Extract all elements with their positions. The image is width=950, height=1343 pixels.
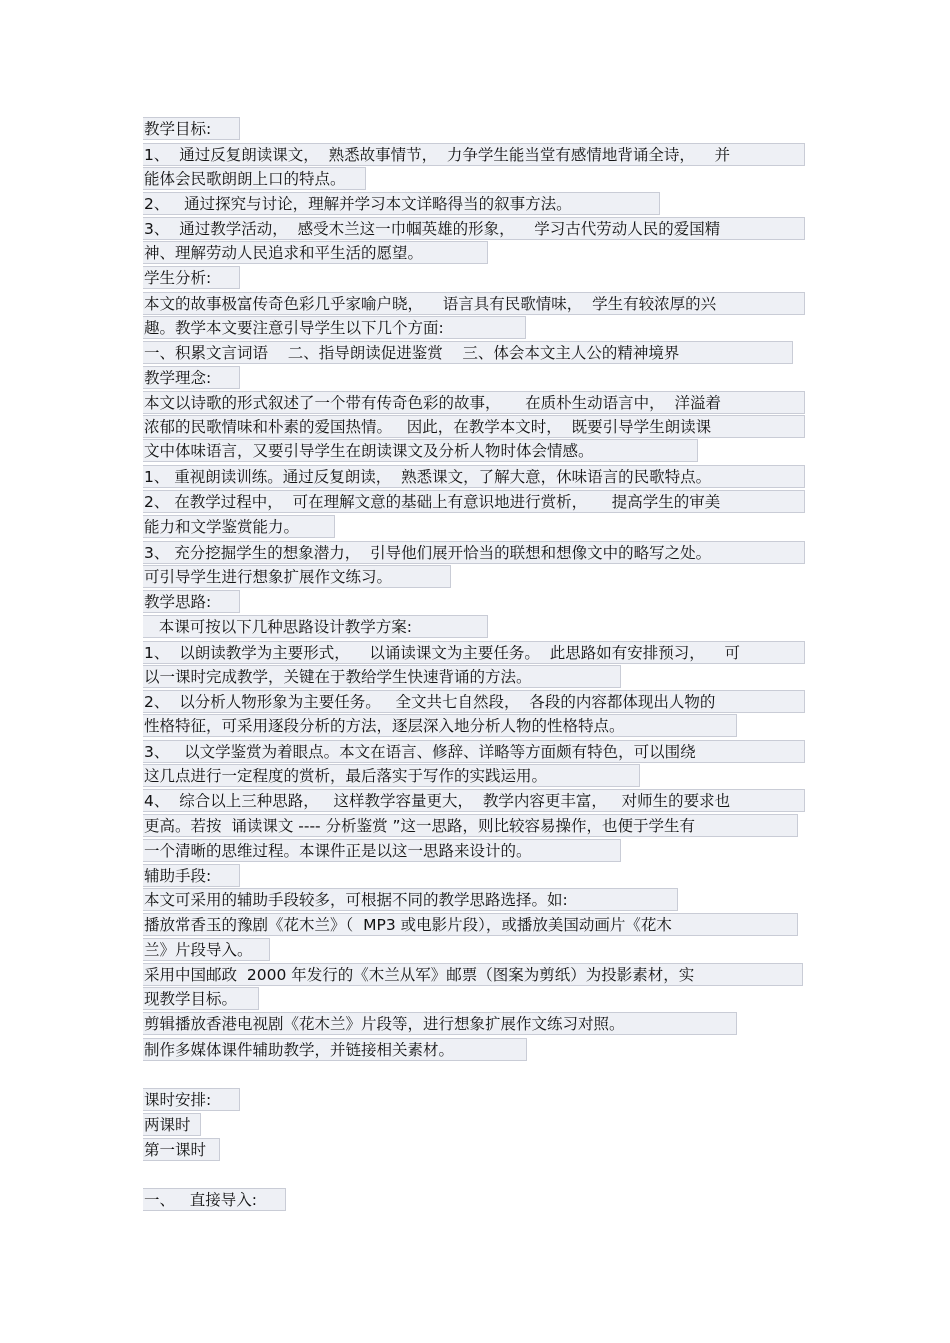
text-line: 能体会民歌朗朗上口的特点。 [143,167,366,190]
heading-auxiliary-means: 辅助手段: [143,864,240,887]
text-line: 采用中国邮政 2000 年发行的《木兰从军》邮票（图案为剪纸）为投影素材，实 [143,963,803,986]
text-line: 4、 综合以上三种思路， 这样教学容量更大， 教学内容更丰富， 对师生的要求也 [143,789,805,812]
heading-teaching-concept: 教学理念: [143,366,240,389]
text-line: 浓郁的民歌情味和朴素的爱国热情。 因此，在教学本文时， 既要引导学生朗读课 [143,415,805,438]
text-line: 3、 通过教学活动， 感受木兰这一巾帼英雄的形象， 学习古代劳动人民的爱国精 [143,217,805,240]
text-line: 两课时 [143,1113,201,1136]
text-line: 一、积累文言词语 二、指导朗读促进鉴赏 三、体会本文主人公的精神境界 [143,341,793,364]
text-line: 1、 重视朗读训练。通过反复朗读， 熟悉课文，了解大意，休味语言的民歌特点。 [143,465,805,488]
text-line: 1、 以朗读教学为主要形式， 以诵读课文为主要任务。 此思路如有安排预习， 可 [143,641,805,664]
text-line: 文中体味语言，又要引导学生在朗读课文及分析人物时体会情感。 [143,439,698,462]
text-line: 趣。教学本文要注意引导学生以下几个方面: [143,316,526,339]
text-line: 可引导学生进行想象扩展作文练习。 [143,565,451,588]
text-line: 2、 通过探究与讨论，理解并学习本文详略得当的叙事方法。 [143,192,660,215]
heading-direct-intro: 一、 直接导入: [143,1188,286,1211]
heading-teaching-goals: 教学目标: [143,117,240,140]
text-line: 现教学目标。 [143,987,259,1010]
text-line: 本文可采用的辅助手段较多，可根据不同的教学思路选择。如: [143,888,678,911]
heading-lesson-schedule: 课时安排: [143,1088,240,1111]
text-line: 本文以诗歌的形式叙述了一个带有传奇色彩的故事， 在质朴生动语言中， 洋溢着 [143,391,805,414]
heading-teaching-approach: 教学思路: [143,590,240,613]
text-line: 这几点进行一定程度的赏析，最后落实于写作的实践运用。 [143,764,640,787]
text-line: 剪辑播放香港电视剧《花木兰》片段等，进行想象扩展作文练习对照。 [143,1012,737,1035]
text-line: 播放常香玉的豫剧《花木兰》（ MP3 或电影片段），或播放美国动画片《花木 [143,913,798,936]
text-line: 制作多媒体课件辅助教学，并链接相关素材。 [143,1038,527,1061]
text-line: 神、理解劳动人民追求和平生活的愿望。 [143,241,488,264]
text-line: 能力和文学鉴赏能力。 [143,515,335,538]
text-line: 本课可按以下几种思路设计教学方案: [143,615,488,638]
text-line: 2、 以分析人物形象为主要任务。 全文共七自然段， 各段的内容都体现出人物的 [143,690,805,713]
text-line: 2、 在教学过程中， 可在理解文意的基础上有意识地进行赏析， 提高学生的审美 [143,490,805,513]
text-line: 1、 通过反复朗读课文， 熟悉故事情节， 力争学生能当堂有感情地背诵全诗， 并 [143,143,805,166]
text-line: 3、 以文学鉴赏为着眼点。本文在语言、修辞、详略等方面颇有特色，可以围绕 [143,740,805,763]
text-line: 以一课时完成教学，关键在于教给学生快速背诵的方法。 [143,665,621,688]
text-line: 3、 充分挖掘学生的想象潜力， 引导他们展开恰当的联想和想像文中的略写之处。 [143,541,805,564]
text-line: 兰》片段导入。 [143,938,270,961]
text-line: 一个清晰的思维过程。本课件正是以这一思路来设计的。 [143,839,621,862]
text-line: 性格特征，可采用逐段分析的方法，逐层深入地分析人物的性格特点。 [143,714,737,737]
text-line: 本文的故事极富传奇色彩几乎家喻户晓， 语言具有民歌情味， 学生有较浓厚的兴 [143,292,805,315]
heading-student-analysis: 学生分析: [143,266,240,289]
text-line: 第一课时 [143,1138,220,1161]
text-line: 更高。若按 诵读课文 ---- 分析鉴赏 ”这一思路，则比较容易操作，也便于学生有 [143,814,798,837]
